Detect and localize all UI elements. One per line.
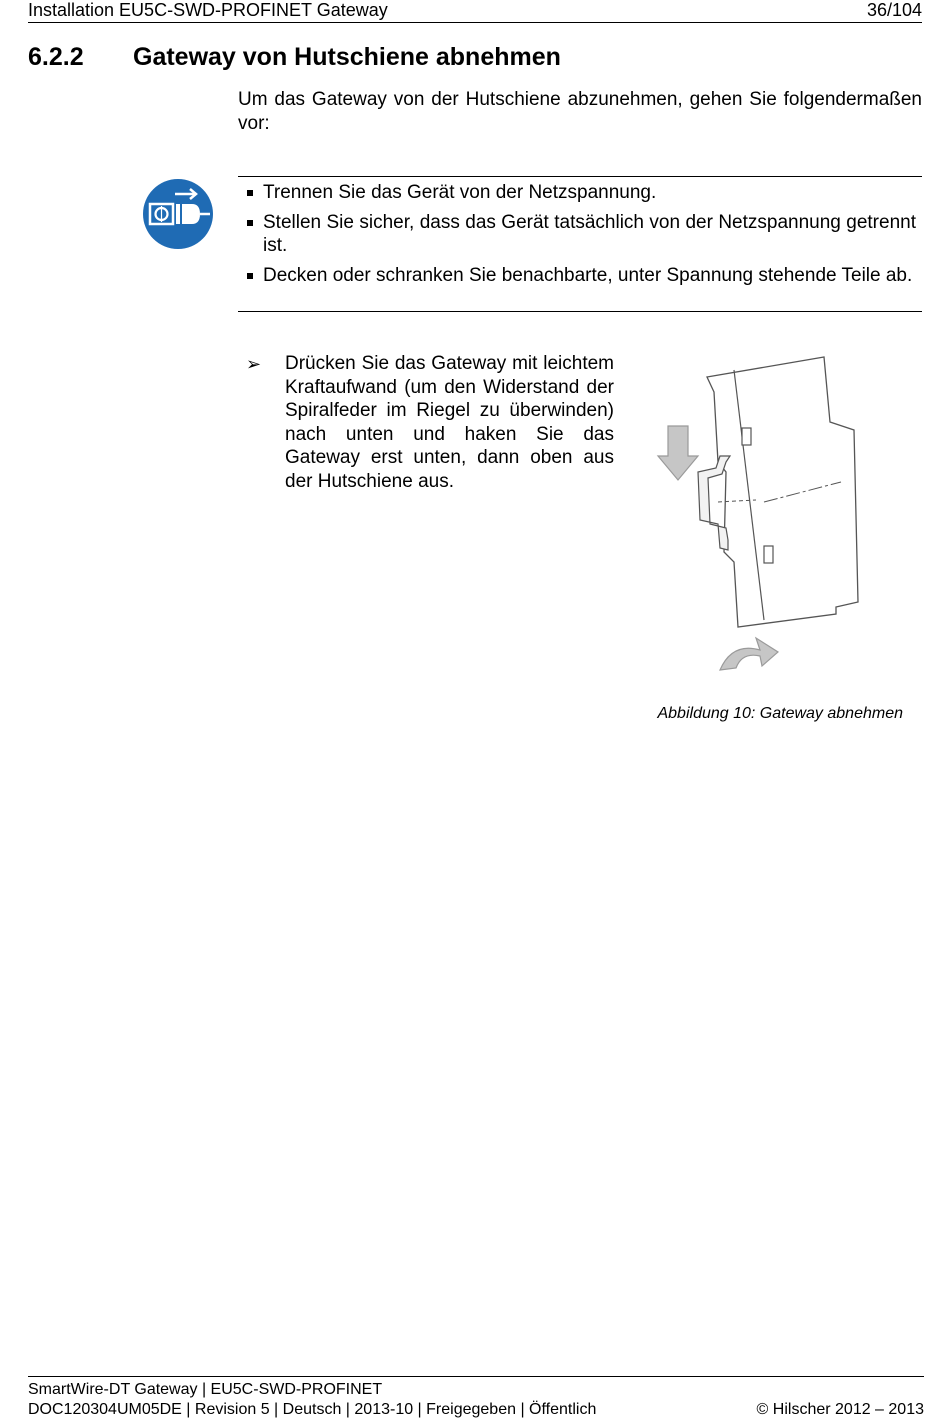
step-arrow-icon: ➢ — [246, 354, 262, 374]
section-title: Gateway von Hutschiene abnehmen — [133, 43, 561, 71]
warning-item: Decken oder schranken Sie benachbarte, unter Spannung stehende Teile ab. — [238, 264, 916, 287]
footer-copyright: © Hilscher 2012 – 2013 — [756, 1401, 924, 1418]
footer-document-meta: DOC120304UM05DE | Revision 5 | Deutsch | 2013-10 | Freigegeben | Öffentlich — [28, 1401, 597, 1418]
disconnect-mains-icon — [142, 178, 214, 250]
warning-item: Trennen Sie das Gerät von der Netzspannung. — [238, 181, 916, 204]
bullet-icon — [247, 190, 253, 196]
page-header — [28, 0, 922, 23]
safety-warning-box — [238, 176, 922, 312]
section-heading — [28, 41, 561, 73]
instruction-step — [246, 352, 614, 493]
warning-list — [238, 177, 922, 287]
footer-product: SmartWire-DT Gateway | EU5C-SWD-PROFINET — [28, 1381, 383, 1398]
page-number: 36/104 — [866, 0, 922, 20]
bullet-icon — [247, 273, 253, 279]
warning-item: Stellen Sie sicher, dass das Gerät tatsächlich von der Netzspannung getrennt ist. — [238, 211, 916, 257]
intro-paragraph: Um das Gateway von der Hutschiene abzunehmen, gehen Sie folgendermaßen vor: — [238, 89, 922, 134]
step-text: Drücken Sie das Gateway mit leichtem Kraftaufwand (um den Widerstand der Spiralfeder im Riegel zu überwinden) nach unten und haken Sie das Gateway erst unten, dann oben aus der Hutschiene aus. — [285, 353, 614, 492]
page-footer — [28, 1376, 924, 1420]
footer-doc-info — [28, 1400, 924, 1420]
figure-caption: Abbildung 10: Gateway abnehmen — [657, 705, 903, 722]
gateway-removal-illustration — [656, 352, 872, 674]
bullet-icon — [247, 220, 253, 226]
header-title: Installation EU5C-SWD-PROFINET Gateway — [28, 0, 388, 20]
section-number: 6.2.2 — [28, 43, 84, 71]
